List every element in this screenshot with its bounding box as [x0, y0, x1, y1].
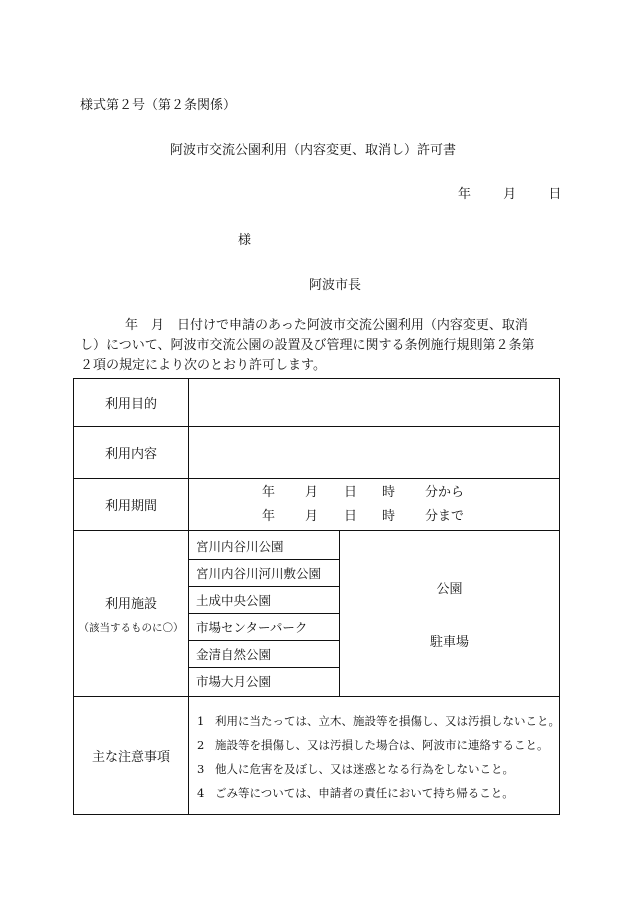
facility-list [189, 531, 340, 697]
content-value [189, 427, 560, 479]
facility-label: 利用施設 （該当するものに〇） [74, 531, 189, 697]
facility-instruction: （該当するものに〇） [78, 621, 184, 634]
date-day: 日 [548, 187, 562, 202]
notes-list [189, 697, 560, 815]
date-year: 年 [458, 187, 472, 202]
facility-item: 宮川内谷川公園 [189, 533, 339, 560]
period-to-suffix: 分まで [425, 508, 465, 524]
period-label: 利用期間 [74, 479, 189, 531]
body-line: ２項の規定により次のとおり許可します。 [80, 358, 326, 373]
facility-item: 市場大月公園 [196, 674, 272, 689]
purpose-value [189, 379, 560, 427]
body-line: し）について、阿波市交流公園の設置及び管理に関する条例施行規則第２条第 [80, 338, 535, 353]
document-title: 阿波市交流公園利用（内容変更、取消し）許可書 [170, 143, 457, 158]
issue-date [458, 183, 561, 202]
content-label: 利用内容 [74, 427, 189, 479]
form-number-label: 様式第２号（第２条関係） [80, 98, 237, 113]
period-to-line: 年 月 日 時 分まで [189, 505, 559, 529]
permit-details-table [73, 378, 560, 815]
date-month: 月 [503, 187, 517, 202]
body-line: 年 月 日付けで申請のあった阿波市交流公園利用（内容変更、取消 [112, 318, 528, 333]
purpose-label: 利用目的 [74, 379, 189, 427]
note-item: 4 ごみ等については、申請者の責任において持ち帰ること。 [197, 785, 514, 800]
addressee-suffix: 様 [238, 233, 252, 248]
issuer-name: 阿波市長 [309, 278, 362, 293]
facility-item: 金清自然公園 [189, 641, 339, 668]
note-item: 2 施設等を損傷し、又は汚損した場合は、阿波市に連絡すること。 [197, 737, 549, 752]
permit-body-text [80, 316, 560, 376]
facility-item: 土成中央公園 [189, 587, 339, 614]
period-value [189, 479, 560, 531]
period-from-suffix: 分から [425, 484, 465, 500]
period-from-line: 年 月 日 時 分から [189, 481, 559, 505]
note-item: 1 利用に当たっては、立木、施設等を損傷し、又は汚損しないこと。 [197, 713, 560, 728]
facility-item: 宮川内谷川河川敷公園 [189, 560, 339, 587]
notes-label: 主な注意事項 [74, 697, 189, 815]
facility-type-park: 公園 [436, 581, 463, 597]
facility-item: 市場センターパーク [189, 614, 339, 641]
facility-type-cell [340, 531, 560, 697]
note-item: 3 他人に危害を及ぼし、又は迷惑となる行為をしないこと。 [197, 761, 514, 776]
facility-type-parking: 駐車場 [429, 634, 469, 650]
